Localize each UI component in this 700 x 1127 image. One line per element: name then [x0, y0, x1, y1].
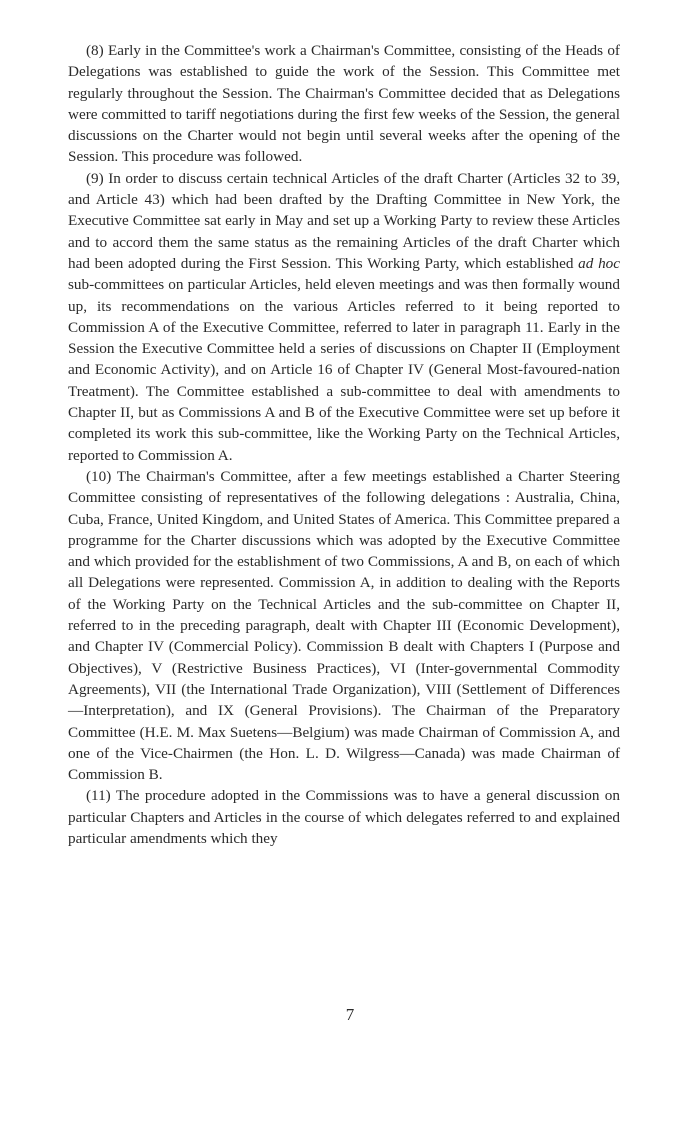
paragraph-9-text-start: (9) In order to discuss certain technical Articles of the draft Charter (Articles 32 to 39, and Article 43) which had been drafted by the Drafting Committee in New York, the Executive Committee sat early in May and set up a Working Party to review these Articles and to accord them the same status as the remaining Articles of the draft Charter which had been adopted during the First Session. This Working Party, which established: [68, 169, 620, 272]
document-body: [68, 40, 620, 849]
paragraph-8: (8) Early in the Committee's work a Chairman's Committee, consisting of the Heads of Delegations was established to guide the work of the Session. This Committee met regularly throughout the Session. The Chairman's Committee decided that as Delegations were committed to tariff negotiations during the first few weeks of the Session, the general discussions on the Charter would not begin until several weeks after the opening of the Session. This procedure was followed.: [68, 42, 620, 166]
paragraph-9: [68, 168, 620, 466]
paragraph-9-italic-term: ad hoc: [578, 254, 620, 272]
paragraph-11: (11) The procedure adopted in the Commissions was to have a general discussion on particular Chapters and Articles in the course of which delegates referred to and explained particular amendments which they: [68, 787, 620, 847]
paragraph-9-text-end: sub-committees on particular Articles, held eleven meetings and was then formally wound up, its recommendations on the various Articles referred to it being reported to Commission A of the Executive Committee, referred to later in paragraph 11. Early in the Session the Executive Committee held a series of discussions on Chapter II (Employment and Economic Activity), and on Article 16 of Chapter IV (General Most-favoured-nation Treatment). The Committee established a sub-committee to deal with amendments to Chapter II, but as Commissions A and B of the Executive Committee were set up before it completed its work this sub-committee, like the Working Party on the Technical Articles, reported to Commission A.: [68, 276, 620, 464]
page-number: 7: [345, 1005, 355, 1024]
paragraph-10: (10) The Chairman's Committee, after a few meetings established a Charter Steering Committee consisting of representatives of the following delegations : Australia, China, Cuba, France, United Kingdom, and United States of America. This Committee prepared a programme for the Charter discussions which was adopted by the Executive Committee and which provided for the establishment of two Commissions, A and B, on each of which all Delegations were represented. Commission A, in addition to dealing with the Reports of the Working Party on the Technical Articles and the sub-committee on Chapter II, referred to in the preceding paragraph, dealt with Chapter III (Economic Development), and Chapter IV (Commercial Policy). Commission B dealt with Chapters I (Purpose and Objectives), V (Restrictive Business Practices), VI (Inter-governmental Commodity Agreements), VII (the International Trade Organization), VIII (Settlement of Differences—Interpretation), and IX (General Provisions). The Chairman of the Preparatory Committee (H.E. M. Max Suetens—Belgium) was made Chairman of Commission A, and one of the Vice-Chairmen (the Hon. L. D. Wilgress—Canada) was made Chairman of Commission B.: [68, 467, 620, 784]
